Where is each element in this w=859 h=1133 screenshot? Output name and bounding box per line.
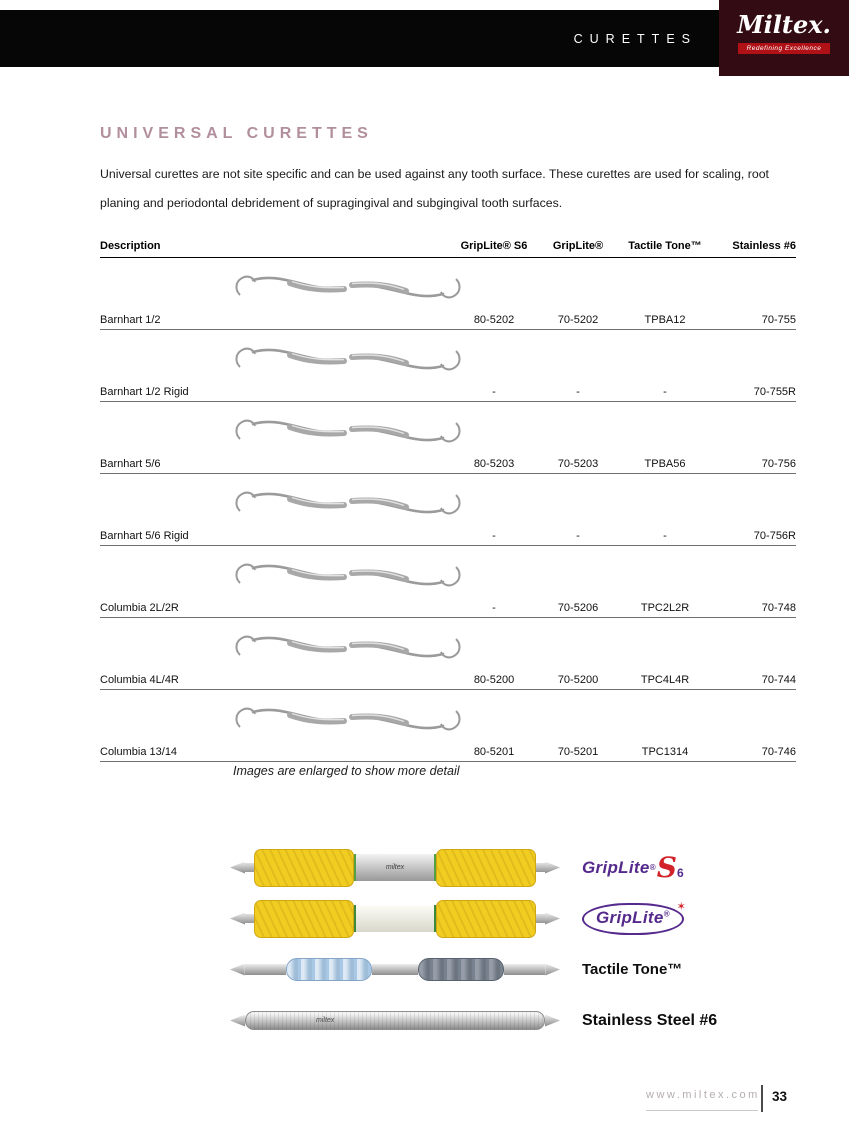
row-tactile-tone: TPBA56 bbox=[644, 458, 686, 470]
handle-tip-icon bbox=[230, 862, 245, 874]
table-row bbox=[100, 690, 796, 762]
handle-engraving: miltex bbox=[245, 1011, 545, 1030]
yellow-grip bbox=[254, 900, 354, 938]
curette-image bbox=[228, 696, 468, 742]
brand-logo bbox=[719, 0, 849, 76]
handle-tip-icon bbox=[545, 964, 560, 976]
col-griplite: GripLite® bbox=[552, 240, 604, 252]
table-row bbox=[100, 330, 796, 402]
table-row bbox=[100, 474, 796, 546]
row-griplite: - bbox=[576, 530, 580, 542]
row-stainless: 70-755R bbox=[753, 386, 796, 398]
stainless-label-wrap bbox=[582, 1012, 717, 1030]
handle-styles-section bbox=[230, 842, 717, 1046]
row-griplite-s6: - bbox=[492, 386, 496, 398]
row-stainless: 70-748 bbox=[761, 602, 796, 614]
section-title: CURETTES bbox=[573, 31, 697, 46]
handle-row-griplite bbox=[230, 893, 717, 944]
handle-row-stainless bbox=[230, 995, 717, 1046]
tactile-tone-handle-image bbox=[230, 958, 560, 981]
tactile-tone-label: Tactile Tone™ bbox=[582, 961, 683, 978]
stainless-handle-image bbox=[230, 1011, 560, 1030]
handle-tip-icon bbox=[545, 913, 560, 925]
row-tactile-tone: TPC2L2R bbox=[640, 602, 690, 614]
yellow-grip bbox=[436, 849, 536, 887]
row-griplite-s6: - bbox=[492, 530, 496, 542]
curette-image bbox=[228, 552, 468, 598]
curette-image bbox=[228, 264, 468, 310]
col-description: Description bbox=[100, 240, 161, 252]
griplite-s6-logo: GripLite ® S 6 bbox=[582, 850, 684, 884]
table-row bbox=[100, 546, 796, 618]
brand-tagline: Redefining Excellence bbox=[738, 43, 830, 54]
handle-tip-icon bbox=[230, 964, 245, 976]
page-title: UNIVERSAL CURETTES bbox=[100, 125, 373, 142]
row-griplite: 70-5201 bbox=[557, 746, 599, 758]
page-number: 33 bbox=[772, 1089, 788, 1104]
row-description: Columbia 2L/2R bbox=[100, 602, 179, 614]
handle-engraving: miltex bbox=[354, 854, 436, 881]
griplite-handle-image bbox=[230, 900, 560, 938]
row-description: Barnhart 5/6 Rigid bbox=[100, 530, 189, 542]
gray-grip bbox=[418, 958, 504, 981]
yellow-grip bbox=[254, 849, 354, 887]
table-row bbox=[100, 402, 796, 474]
col-griplite-s6: GripLite® S6 bbox=[460, 240, 528, 252]
row-griplite-s6: 80-5200 bbox=[473, 674, 515, 686]
row-stainless: 70-756 bbox=[761, 458, 796, 470]
row-stainless: 70-755 bbox=[761, 314, 796, 326]
row-stainless: 70-746 bbox=[761, 746, 796, 758]
table-row bbox=[100, 258, 796, 330]
star-icon: ✶ bbox=[676, 900, 686, 913]
row-griplite: - bbox=[576, 386, 580, 398]
row-griplite: 70-5206 bbox=[557, 602, 599, 614]
table-header-row bbox=[100, 240, 796, 258]
griplite-logo: GripLite® ✶ bbox=[582, 903, 684, 935]
row-stainless: 70-756R bbox=[753, 530, 796, 542]
footer-divider bbox=[761, 1085, 763, 1112]
row-stainless: 70-744 bbox=[761, 674, 796, 686]
brand-name: Miltex. bbox=[737, 10, 831, 39]
row-tactile-tone: - bbox=[663, 386, 667, 398]
col-stainless: Stainless #6 bbox=[732, 240, 796, 252]
image-note: Images are enlarged to show more detail bbox=[233, 764, 460, 778]
handle-row-griplite-s6 bbox=[230, 842, 717, 893]
griplite-s6-handle-image bbox=[230, 849, 560, 887]
row-griplite-s6: 80-5202 bbox=[473, 314, 515, 326]
handle-row-tactile-tone bbox=[230, 944, 717, 995]
curette-image bbox=[228, 408, 468, 454]
row-griplite: 70-5202 bbox=[557, 314, 599, 326]
handle-tip-icon bbox=[230, 1015, 245, 1027]
row-description: Barnhart 1/2 Rigid bbox=[100, 386, 189, 398]
row-description: Columbia 13/14 bbox=[100, 746, 178, 758]
row-description: Barnhart 5/6 bbox=[100, 458, 161, 470]
stainless-label: Stainless Steel #6 bbox=[582, 1011, 718, 1029]
curette-image bbox=[228, 480, 468, 526]
row-description: Barnhart 1/2 bbox=[100, 314, 161, 326]
row-tactile-tone: - bbox=[663, 530, 667, 542]
footer-website-link[interactable]: www.miltex.com bbox=[646, 1089, 760, 1101]
row-griplite-s6: 80-5201 bbox=[473, 746, 515, 758]
row-tactile-tone: TPBA12 bbox=[644, 314, 686, 326]
row-tactile-tone: TPC4L4R bbox=[640, 674, 690, 686]
handle-tip-icon bbox=[545, 862, 560, 874]
table-row bbox=[100, 618, 796, 690]
curette-image bbox=[228, 336, 468, 382]
col-tactile-tone: Tactile Tone™ bbox=[628, 240, 702, 252]
blue-grip bbox=[286, 958, 372, 981]
tactile-tone-label-wrap bbox=[582, 961, 682, 978]
row-griplite-s6: 80-5203 bbox=[473, 458, 515, 470]
footer-rule bbox=[646, 1110, 758, 1111]
row-description: Columbia 4L/4R bbox=[100, 674, 179, 686]
curette-image bbox=[228, 624, 468, 670]
row-griplite-s6: - bbox=[492, 602, 496, 614]
yellow-grip bbox=[436, 900, 536, 938]
product-table bbox=[100, 240, 796, 762]
handle-tip-icon bbox=[230, 913, 245, 925]
handle-tip-icon bbox=[545, 1015, 560, 1027]
intro-text: Universal curettes are not site specific and can be used against any tooth surface. These curettes are used for scaling, root planing and periodontal debridement of supragingival and subgingival tooth surfaces. bbox=[100, 167, 769, 210]
row-griplite: 70-5200 bbox=[557, 674, 599, 686]
row-tactile-tone: TPC1314 bbox=[641, 746, 689, 758]
white-mid-section bbox=[354, 905, 436, 932]
header-bar bbox=[0, 10, 719, 67]
row-griplite: 70-5203 bbox=[557, 458, 599, 470]
